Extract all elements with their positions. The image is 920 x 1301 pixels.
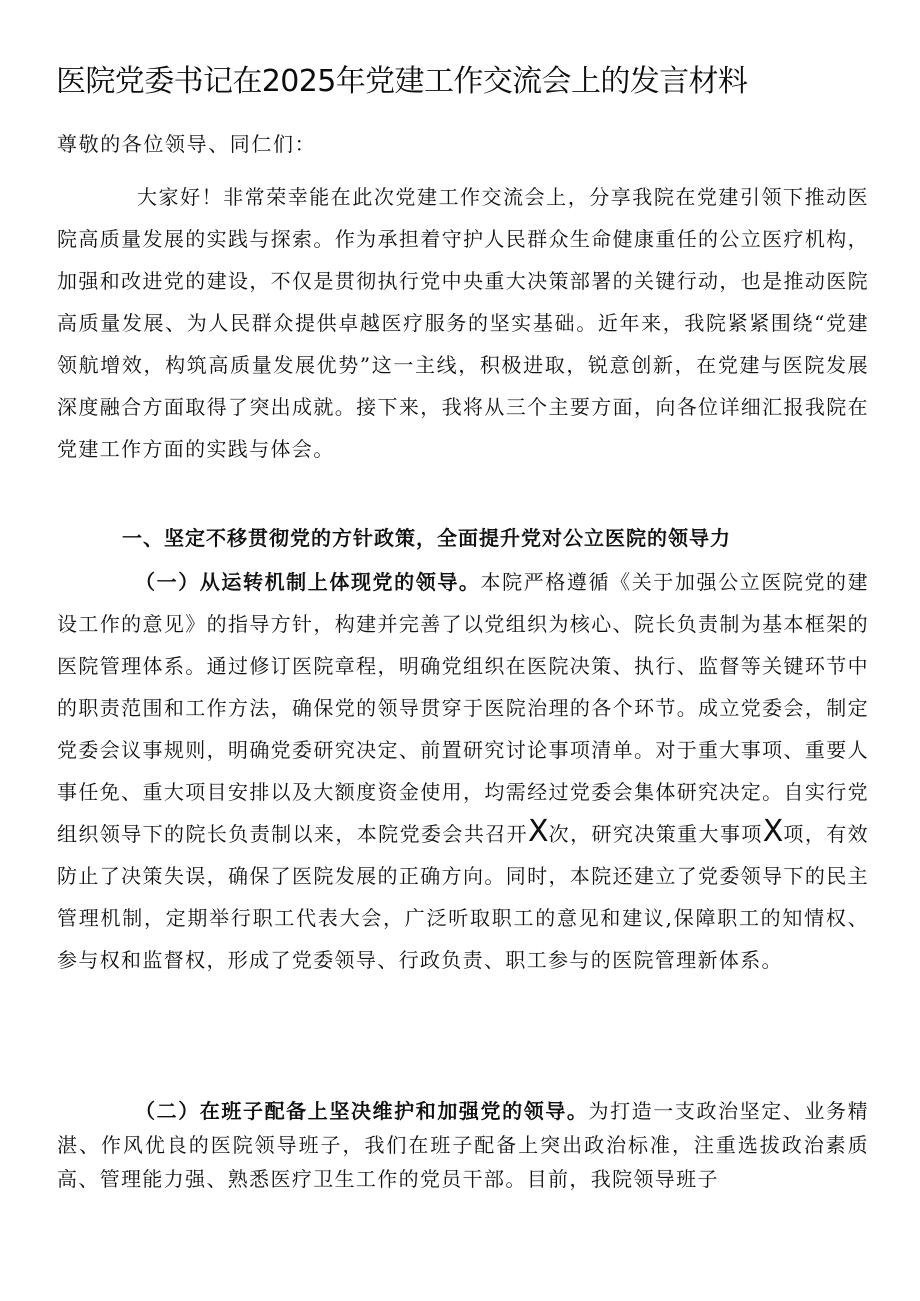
- salutation: 尊敬的各位领导、同仁们：: [57, 132, 317, 156]
- intro-paragraph: 大家好！非常荣幸能在此次党建工作交流会上，分享我院在党建引领下推动医院高质量发展的实践与探索。作为承担着守护人民群众生命健康重任的公立医疗机构，加强和改进党的建设，不仅是贯彻执行党中央重大决策部署的关键行动，也是推动医院高质量发展、为人民群众提供卓越医疗服务的坚实基础。近年来，我院紧紧围绕“党建领航增效，构筑高质量发展优势”这一主线，积极进取，锐意创新，在党建与医院发展深度融合方面取得了突出成就。接下来，我将从三个主要方面，向各位详细汇报我院在党建工作方面的实践与体会。: [57, 185, 869, 461]
- subsection-1-text-a: 本院严格遵循《关于加强公立医院党的建设工作的意见》的指导方针，构建并完善了以党组织为核心、院长负责制为基本框架的医院管理体系。通过修订医院章程，明确党组织在医院决策、执行、监督等关键环节中的职责范围和工作方法，确保党的领导贯穿于医院治理的各个环节。成立党委会，制定党委会议事规则，明确党委研究决定、前置研究讨论事项清单。对于重大事项、重要人事任免、重大项目安排以及大额度资金使用，均需经过党委会集体研究决定。自实行党组织领导下的院长负责制以来，本院党委会共召开: [57, 570, 869, 846]
- subsection-1-paragraph: [57, 561, 869, 981]
- subsection-1-text-c: 项，有效防止了决策失误，确保了医院发展的正确方向。同时，本院还建立了党委领导下的民主管理机制，定期举行职工代表大会，广泛听取职工的意见和建议,保障职工的知情权、参与权和监督权，形成了党委领导、行政负责、职工参与的医院管理新体系。: [57, 822, 870, 972]
- placeholder-meeting-count: X: [528, 814, 549, 849]
- document-title: 医院党委书记在2025年党建工作交流会上的发言材料: [56, 64, 748, 99]
- section-heading-1: 一、坚定不移贯彻党的方针政策，全面提升党对公立医院的领导力: [122, 526, 731, 550]
- subsection-2-text: 为打造一支政治坚定、业务精湛、作风优良的医院领导班子，我们在班子配备上突出政治标准，注重选拔政治素质高、管理能力强、熟悉医疗卫生工作的党员干部。目前，我院领导班子: [57, 1099, 869, 1191]
- subsection-1-text-b: 次，研究决策重大事项: [548, 822, 763, 846]
- subsection-1-heading: （一）从运转机制上体现党的领导。: [135, 570, 481, 594]
- subsection-2-heading: （二）在班子配备上坚决维护和加强党的领导。: [135, 1099, 589, 1123]
- placeholder-matter-count: X: [762, 814, 784, 849]
- subsection-2-paragraph: [57, 1094, 869, 1196]
